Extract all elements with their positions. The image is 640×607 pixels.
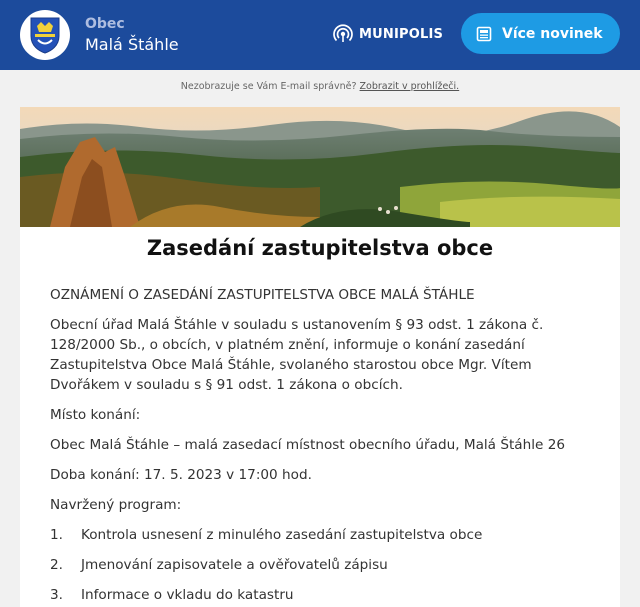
preheader — [0, 81, 640, 92]
program-item-text: Informace o vkladu do katastru — [81, 587, 294, 603]
org-kicker: Obec — [85, 16, 125, 32]
program-item-text: Jmenování zapisovatele a ověřovatelů zápisu — [81, 557, 388, 573]
article-body — [50, 285, 595, 607]
program-item-text: Kontrola usnesení z minulého zasedání zastupitelstva obce — [81, 527, 483, 543]
preheader-text: Nezobrazuje se Vám E-mail správně? — [180, 81, 357, 92]
newspaper-icon — [476, 26, 492, 42]
announcement-heading: OZNÁMENÍ O ZASEDÁNÍ ZASTUPITELSTVA OBCE MALÁ ŠTÁHLE — [50, 287, 475, 303]
broadcast-icon — [333, 24, 353, 44]
munipolis-brand[interactable] — [333, 24, 443, 44]
venue-address: Obec Malá Štáhle – malá zasedací místnost obecního úřadu, Malá Štáhle 26 — [50, 437, 565, 453]
coat-of-arms-icon — [29, 16, 61, 54]
program-item-number: 2. — [50, 557, 63, 573]
venue-label: Místo konání: — [50, 407, 141, 423]
program-item — [50, 585, 595, 605]
program-label: Navržený program: — [50, 497, 182, 513]
brand-label: MUNIPOLIS — [359, 26, 444, 42]
view-in-browser-link[interactable]: Zobrazit v prohlížeči. — [359, 81, 460, 92]
program-item-number: 1. — [50, 527, 63, 543]
intro-paragraph: Obecní úřad Malá Štáhle v souladu s ustanovením § 93 odst. 1 zákona č. 128/2000 Sb., o obcích, v platném znění, informuje o konání zasedání Zastupitelstva Obce Malá Štáhle, svolaného starostou obce Mgr. Vítem Dvořákem v souladu s § 91 odst. 1 zákona o obcích. — [50, 317, 544, 393]
meeting-time: Doba konání: 17. 5. 2023 v 17:00 hod. — [50, 467, 312, 483]
hero-landscape-image — [20, 107, 620, 227]
program-item — [50, 525, 595, 545]
more-news-label: Více novinek — [502, 25, 603, 42]
org-name: Malá Štáhle — [85, 35, 179, 54]
program-item-number: 3. — [50, 587, 63, 603]
header-bar — [0, 0, 640, 70]
article-title: Zasedání zastupitelstva obce — [146, 236, 494, 260]
article-card — [20, 107, 620, 607]
program-item — [50, 555, 595, 575]
municipality-logo[interactable] — [20, 10, 70, 60]
more-news-button[interactable] — [461, 13, 620, 54]
